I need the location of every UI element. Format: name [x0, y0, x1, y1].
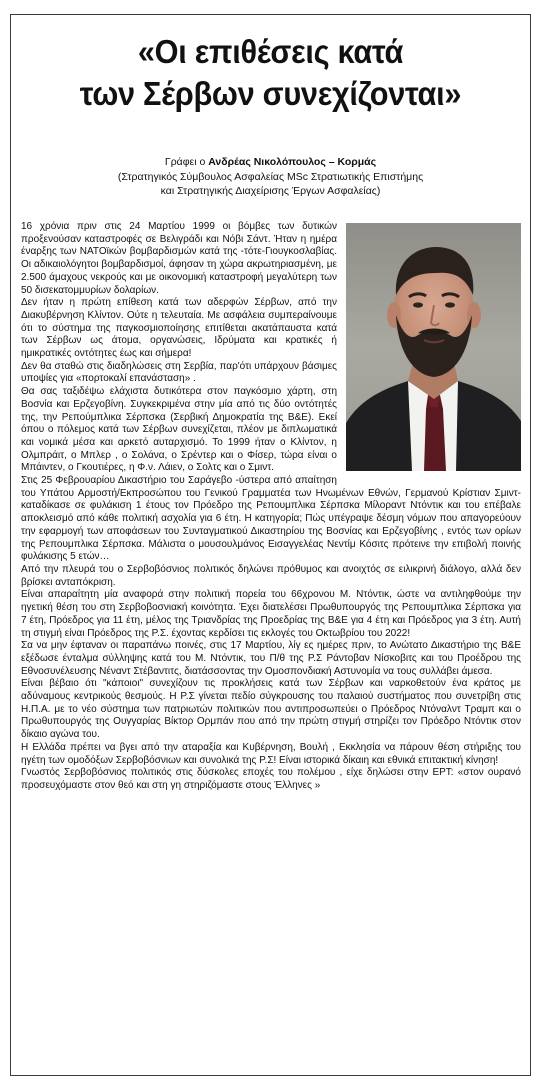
paragraph-11: Γνωστός Σερβοβόσνιος πολιτικός στις δύσκολες εποχές του πολέμου , είχε δηλώσει στην ΕΡΤ: «στον ουρανό προσευχόμαστε στον θεό και στη γη στηριζόμαστε στους Έλληνες »	[21, 767, 521, 791]
byline-prefix: Γράφει ο	[164, 156, 209, 168]
paragraph-8: Σα να μην έφταναν οι παραπάνω ποινές, στις 17 Μαρτίου, λίγ ες ημέρες πριν, το Ανώτατο Δικαστήριο της Β&Ε εξέδωσε ένταλμα σύλληψης κατά του Μ. Ντόντικ, του Π/θ της Ρ.Σ Ράντοβαν Νίσκοβιτς και του Προέδρου της Εθνοσυνέλευσης Νέναντ Στέβαντιτς, διατάσσοντας την Ομοσπονδιακή Αστυνομία να τους συλλάβει άμεσα.	[21, 640, 521, 677]
byline-author: Ανδρέας Νικολόπουλος – Κορμάς	[208, 156, 377, 168]
author-photo	[346, 223, 521, 471]
byline-role-2: και Στρατηγικής Διαχείρισης Έργων Ασφαλείας)	[160, 185, 381, 197]
byline-role-1: (Στρατηγικός Σύμβουλος Ασφαλείας MSc Στρατιωτικής Επιστήμης	[117, 170, 424, 183]
article-frame	[10, 14, 531, 1076]
paragraph-4: Θα σας ταξιδέψω ελάχιστα δυτικότερα στον παγκόσμιο χάρτη, στη Βοσνία και Ερζεγοβίνη. Συγκεκριμένα στην μία από τις δύο οντότητές της, την Ρεπούμπλικα Σέρπσκα (Σερβική Δημοκρατία της Β&Ε). Εκεί όπου ο πόλεμος κατά των Σέρβων συνεχίζεται, πλέον με διπλωματικά και νομικά μέσα και αρκετό αυταρχισμό. Το 1999 ήταν ο Κλίντον, η Ολμπράιτ, ο Μπλερ , ο Σολάνα, ο Σρέντερ και ο Φίσερ, τώρα είναι ο Μπάιντεν, ο Γκουτιέρες, η Φ.ν. Λάιεν, ο Σολτς και ο Σμιντ.	[21, 386, 337, 474]
byline	[11, 155, 530, 199]
paragraph-6: Από την πλευρά του ο Σερβοβόσνιος πολιτικός δηλώνει πρόθυμος και ανοιχτός σε ειλικρινή διάλογο, αλλά δεν βρίσκει ανταπόκριση.	[21, 563, 521, 588]
paragraph-2: Δεν ήταν η πρώτη επίθεση κατά των αδερφών Σέρβων, από την Διακυβέρνηση Κλίντον. Ούτε η τελευταία. Με ασφάλεια συμπεραίνουμε ότι το σύστημα της παγκοσμιοποίησης επιτίθεται ακατάπαυστα κατά των Σέρβων ως άτομα, οργανώσεις, Ιδρύματα και κρατικές ή ημικρατικές οντότητες έως και σήμερα!	[21, 297, 337, 360]
paragraph-5: Στις 25 Φεβρουαρίου Δικαστήριο του Σαράγεβο -ύστερα από απαίτηση του Υπάτου Αρμοστή/Εκπροσώπου του Γενικού Γραμματέα των Ηνωμένων Εθνών, Γερμανού Κρίστιαν Σμιντ- καταδίκασε σε φυλάκιση 1 έτους τον Πρόεδρο της Ρεπουμπλικα Σέρπσκα Μίλοραντ Ντόντικ και του επέβαλε αποκλεισμό από κάθε πολιτική ασχολία για 6 έτη. Η κατηγορία; Πώς υπέγραψε δέσμη νόμων που απαγορεύουν την εφαρμογή των αποφάσεων του Συνταγματικού Δικαστηρίου της Βοσνίας και Ερζεγοβίνης , εντός των ορίων της Ρεπουμπλικα Σέρπσκα. Μάλιστα ο μουσουλμάνος Εισαγγελέας Νεντίμ Κόσιτς πρότεινε την επιβολή ποινής φυλάκισης 5 ετών…	[21, 475, 521, 563]
article-title	[29, 31, 512, 115]
paragraph-1: 16 χρόνια πριν στις 24 Μαρτίου 1999 οι βόμβες των δυτικών προξενούσαν καταστροφές σε Βελιγράδι και Νόβι Σάντ. Ήταν η ημέρα έναρξης των ΝΑΤΟϊκών βομβαρδισμών κατά της -τότε-Γιουγκοσλαβίας. Οι αδικαιολόγητοι βομβαρδισμοί, άφησαν τη χώρα ακρωτηριασμένη, με 2.500 άμαχους νεκρούς και με οικονομική καταστροφή μεγαλύτερη των 50 δισεκατομμυρίων δολαρίων.	[21, 221, 337, 296]
paragraph-7: Είναι απαραίτητη μία αναφορά στην πολιτική πορεία του 66χρονου Μ. Ντόντικ, ώστε να αντιληφθούμε την ηγετική θέση του στη Σερβοβοσνιακή κοινότητα. Έχει διατελέσει Πρωθυπουργός της Ρεπουμπλικα Σέρπσκα για 7 έτη, Πρόεδρος για 11 έτη, μέλος της Τριανδρίας της Προεδρίας της Β&Ε για 4 έτη και Πρόεδρος για 3 έτη. Αυτή τη στιγμή είναι Πρόεδρος της Ρ.Σ. έχοντας κερδίσει τις εκλογές του Οκτωβρίου του 2022!	[21, 589, 521, 639]
title-line-2: των Σέρβων συνεχίζονται»	[79, 75, 462, 112]
byline-author-line	[11, 155, 530, 170]
author-portrait-image	[346, 223, 521, 471]
title-line-1: «Οι επιθέσεις κατά	[137, 33, 404, 70]
paragraph-10: Η Ελλάδα πρέπει να βγει από την αταραξία και Κυβέρνηση, Βουλή , Εκκλησία να πάρουν θέση στήριξης του ηγέτη των ομοδόξων Σερβοβόσνιων και συνολικά της Ρ.Σ! Είναι ιστορικά δίκαιη και εθνικά επιτακτική κίνηση!	[21, 741, 521, 766]
paragraph-9: Είναι βέβαιο ότι "κάποιοι" συνεχίζουν τις προκλήσεις κατά των Σέρβων και ναρκοθετούν ένα κράτος με αδύναμους κεντρικούς θεσμούς. Η Ρ.Σ γίνεται πεδίο σύγκρουσης του παλαιού συστήματος που συνετρίβη στις Η.Π.Α. με το νέο σύστημα των πατριωτών πολιτικών που αντιπροσωπεύει ο Πρόεδρος Ντόναλντ Τραμπ και ο Πρωθυπουργός της Ουγγαρίας Βίκτορ Ορμπάν που από την πρώτη στιγμή στηρίζει τον Πρόεδρο Ντόντικ στον δίκαιο αγώνα του.	[21, 678, 521, 741]
paragraph-3: Δεν θα σταθώ στις διαδηλώσεις στη Σερβία, παρ'ότι υπάρχουν βάσιμες υποψίες για «πορτοκαλί επανάσταση» .	[21, 360, 337, 385]
article-body	[21, 221, 521, 793]
